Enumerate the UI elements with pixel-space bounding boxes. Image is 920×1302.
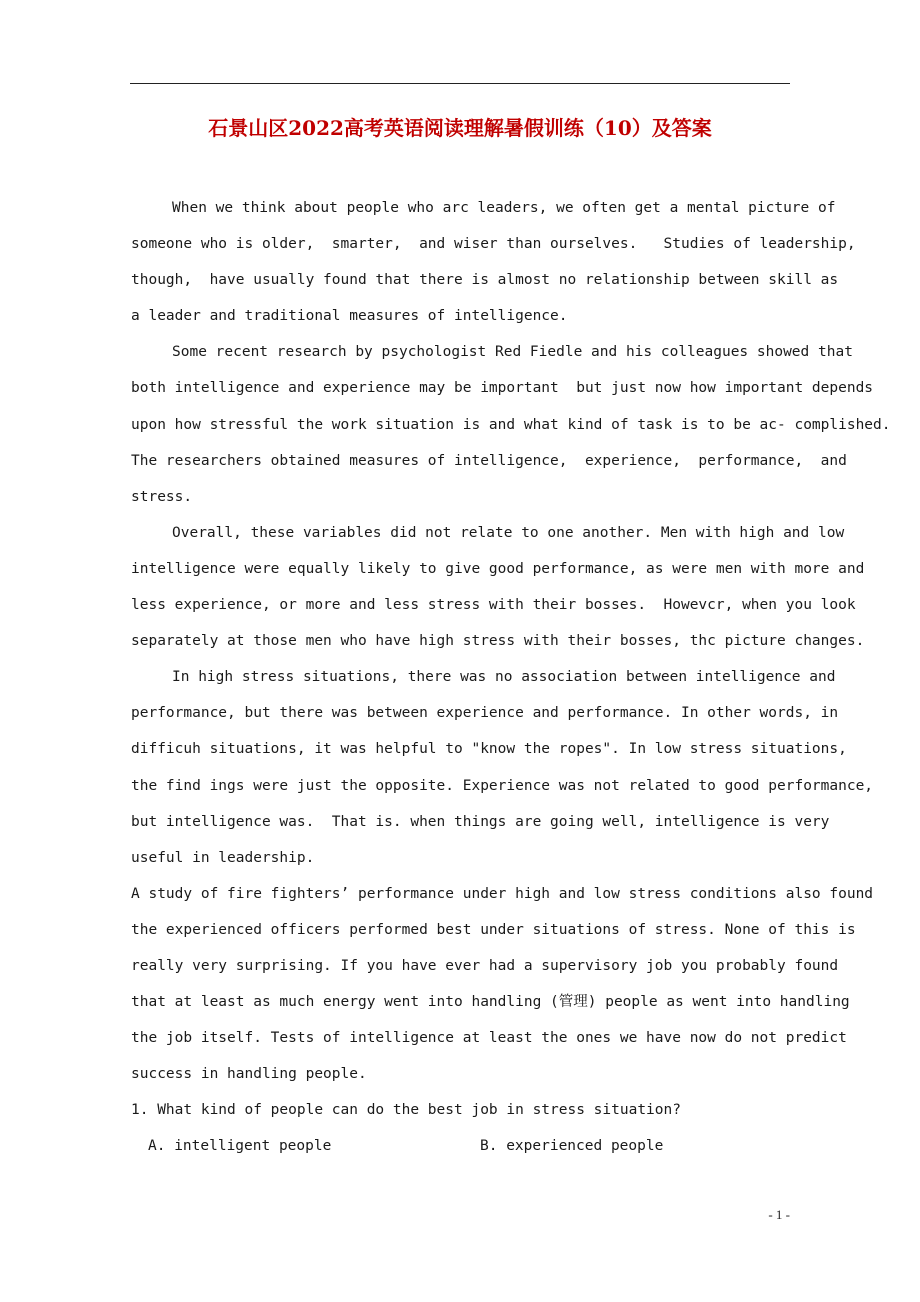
passage-line: When we think about people who arc leaders, we often get a mental picture of	[172, 200, 836, 216]
passage-line: someone who is older, smarter, and wiser than ourselves. Studies of leadership,	[131, 236, 856, 253]
document-title: 石景山区2022高考英语阅读理解暑假训练（10）及答案	[208, 116, 712, 140]
passage-line: The researchers obtained measures of intelligence, experience, performance, and	[131, 452, 847, 469]
passage-line: success in handling people.	[131, 1066, 367, 1083]
passage-line: though, have usually found that there is almost no relationship between skill as	[131, 272, 839, 289]
passage-line: A study of fire fighters’ performance under high and low stress conditions also found	[131, 885, 874, 902]
option-a: A. intelligent people	[148, 1138, 332, 1155]
option-b: B. experienced people	[480, 1138, 664, 1155]
passage-line: the experienced officers performed best under situations of stress. None of this is	[131, 921, 856, 938]
passage-line: intelligence were equally likely to give good performance, as were men with more and	[131, 560, 865, 577]
passage-line: a leader and traditional measures of intelligence.	[131, 308, 568, 325]
passage	[131, 190, 891, 1165]
header-rule	[130, 83, 790, 84]
passage-line: the job itself. Tests of intelligence at least the ones we have now do not predict	[131, 1030, 847, 1047]
passage-line: useful in leadership.	[131, 849, 315, 866]
question-options	[131, 1128, 811, 1164]
passage-line: Overall, these variables did not relate to one another. Men with high and low	[172, 524, 845, 541]
passage-line: the find ings were just the opposite. Experience was not related to good performance,	[131, 777, 874, 794]
passage-line: that at least as much energy went into handling (管理) people as went into handling	[131, 994, 850, 1011]
passage-line: separately at those men who have high stress with their bosses, thc picture changes.	[131, 633, 865, 650]
passage-line: Some recent research by psychologist Red Fiedle and his colleagues showed that	[172, 344, 853, 361]
page-number: - 1 -	[768, 1207, 790, 1222]
passage-line: performance, but there was between experience and performance. In other words, in	[131, 705, 839, 722]
passage-line: really very surprising. If you have ever had a supervisory job you probably found	[131, 957, 839, 974]
passage-line: upon how stressful the work situation is and what kind of task is to be ac- complished.	[131, 416, 891, 433]
question-stem: 1. What kind of people can do the best job in stress situation?	[131, 1102, 681, 1119]
passage-line: difficuh situations, it was helpful to "know the ropes". In low stress situations,	[131, 741, 847, 758]
passage-line: less experience, or more and less stress with their bosses. Howevcr, when you look	[131, 597, 856, 614]
passage-line: stress.	[131, 488, 193, 505]
passage-line: both intelligence and experience may be important but just now how important depends	[131, 380, 874, 397]
passage-line: In high stress situations, there was no association between intelligence and	[172, 669, 836, 686]
passage-line: but intelligence was. That is. when things are going well, intelligence is very	[131, 813, 830, 830]
